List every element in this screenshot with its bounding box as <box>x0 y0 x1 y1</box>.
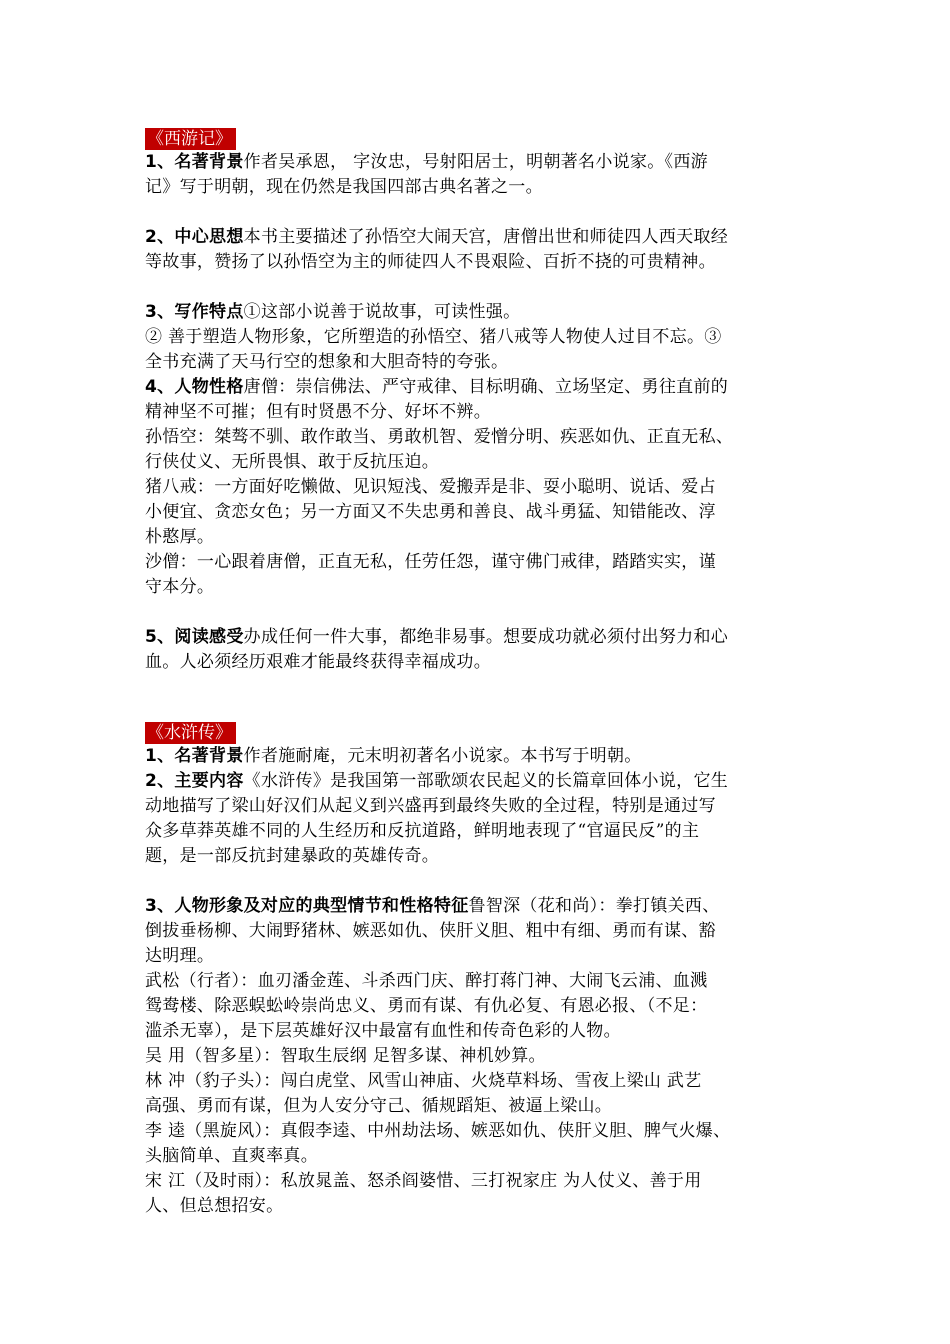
paragraph-line: 人、但总想招安。 <box>145 1196 284 1216</box>
item-label: 4、人物性格 <box>145 377 244 397</box>
paragraph-line: 精神坚不可摧；但有时贤愚不分、好坏不辨。 <box>145 402 491 422</box>
paragraph-line <box>145 375 815 400</box>
paragraph-line: 高强、勇而有谋，但为人安分守己、循规蹈矩、被逼上梁山。 <box>145 1096 613 1116</box>
item-text: 作者施耐庵，元末明初著名小说家。本书写于明朝。 <box>243 746 642 766</box>
item-label: 3、人物形象及对应的典型情节和性格特征 <box>145 896 469 916</box>
section-title-shuihuzhuan: 《水浒传》 <box>145 722 236 744</box>
paragraph-line: 李 逵（黑旋风）：真假李逵、中州劫法场、嫉恶如仇、侠肝义胆、脾气火爆、 <box>145 1121 731 1141</box>
paragraph-line: 众多草莽英雄不同的人生经历和反抗道路，鲜明地表现了“官逼民反”的主 <box>145 821 700 841</box>
paragraph-line: 等故事，赞扬了以孙悟空为主的师徒四人不畏艰险、百折不挠的可贵精神。 <box>145 252 716 272</box>
item-text: 《水浒传》是我国第一部歌颂农民起义的长篇章回体小说，它生 <box>243 771 729 791</box>
section-shuihuzhuan <box>145 722 815 1219</box>
paragraph-line: 沙僧：一心跟着唐僧，正直无私，任劳任怨，谨守佛门戒律，踏踏实实，谨 <box>145 552 716 572</box>
item-label: 5、阅读感受 <box>145 627 244 647</box>
paragraph-line: 林 冲（豹子头）：闯白虎堂、风雪山神庙、火烧草料场、雪夜上梁山 武艺 <box>145 1071 702 1091</box>
paragraph-line <box>145 225 815 250</box>
paragraph-line: 动地描写了梁山好汉们从起义到兴盛再到最终失败的全过程，特别是通过写 <box>145 796 716 816</box>
paragraph-line: 宋 江（及时雨）：私放晁盖、怒杀阎婆惜、三打祝家庄 为人仗义、善于用 <box>145 1171 702 1191</box>
paragraph-line: 吴 用（智多星）：智取生辰纲 足智多谋、神机妙算。 <box>145 1046 546 1066</box>
paragraph-line: ② 善于塑造人物形象，它所塑造的孙悟空、猪八戒等人物使人过目不忘。③ <box>145 327 722 347</box>
paragraph-line: 孙悟空：桀骜不驯、敢作敢当、勇敢机智、爱憎分明、疾恶如仇、正直无私、 <box>145 427 734 447</box>
paragraph-line: 猪八戒：一方面好吃懒做、见识短浅、爱搬弄是非、耍小聪明、说话、爱占 <box>145 477 716 497</box>
paragraph-line: 达明理。 <box>145 946 215 966</box>
item-label: 3、写作特点 <box>145 302 244 322</box>
paragraph-line <box>145 894 815 919</box>
paragraph-line: 题，是一部反抗封建暴政的英雄传奇。 <box>145 846 440 866</box>
item-label: 2、中心思想 <box>145 227 244 247</box>
paragraph-line <box>145 150 815 175</box>
item-text: 鲁智深（花和尚）：拳打镇关西、 <box>468 896 720 916</box>
item-label: 1、名著背景 <box>145 746 244 766</box>
item-text: 本书主要描述了孙悟空大闹天宫，唐僧出世和师徒四人西天取经 <box>243 227 729 247</box>
paragraph-line: 倒拔垂杨柳、大闹野猪林、嫉恶如仇、侠肝义胆、粗中有细、勇而有谋、豁 <box>145 921 716 941</box>
paragraph-line: 行侠仗义、无所畏惧、敢于反抗压迫。 <box>145 452 440 472</box>
item-label: 2、主要内容 <box>145 771 244 791</box>
paragraph-line <box>145 744 815 769</box>
paragraph-line: 全书充满了天马行空的想象和大胆奇特的夸张。 <box>145 352 509 372</box>
paragraph-line <box>145 769 815 794</box>
paragraph-line: 记》写于明朝，现在仍然是我国四部古典名著之一。 <box>145 177 543 197</box>
paragraph-line: 守本分。 <box>145 577 215 597</box>
paragraph-line: 头脑简单、直爽率真。 <box>145 1146 318 1166</box>
item-text: 唐僧：崇信佛法、严守戒律、目标明确、立场坚定、勇往直前的 <box>243 377 729 397</box>
paragraph-line: 鸳鸯楼、除恶蜈蚣岭崇尚忠义、勇而有谋、有仇必复、有恩必报、（不足： <box>145 996 708 1016</box>
section-xiyouji <box>145 128 815 675</box>
paragraph-line: 小便宜、贪恋女色；另一方面又不失忠勇和善良、战斗勇猛、知错能改、淳 <box>145 502 716 522</box>
paragraph-line: 血。人必须经历艰难才能最终获得幸福成功。 <box>145 652 491 672</box>
paragraph-line <box>145 625 815 650</box>
item-text: 办成任何一件大事，都绝非易事。想要成功就必须付出努力和心 <box>243 627 729 647</box>
paragraph-line: 武松（行者）：血刃潘金莲、斗杀西门庆、醉打蒋门神、大闹飞云浦、血溅 <box>145 971 708 991</box>
paragraph-line: 滥杀无辜），是下层英雄好汉中最富有血性和传奇色彩的人物。 <box>145 1021 621 1041</box>
item-label: 1、名著背景 <box>145 152 244 172</box>
paragraph-line: 朴憨厚。 <box>145 527 215 547</box>
section-title-xiyouji: 《西游记》 <box>145 128 236 150</box>
item-text: ①这部小说善于说故事，可读性强。 <box>243 302 521 322</box>
item-text: 作者吴承恩， 字汝忠，号射阳居士，明朝著名小说家。《西游 <box>243 152 708 172</box>
paragraph-line <box>145 300 815 325</box>
